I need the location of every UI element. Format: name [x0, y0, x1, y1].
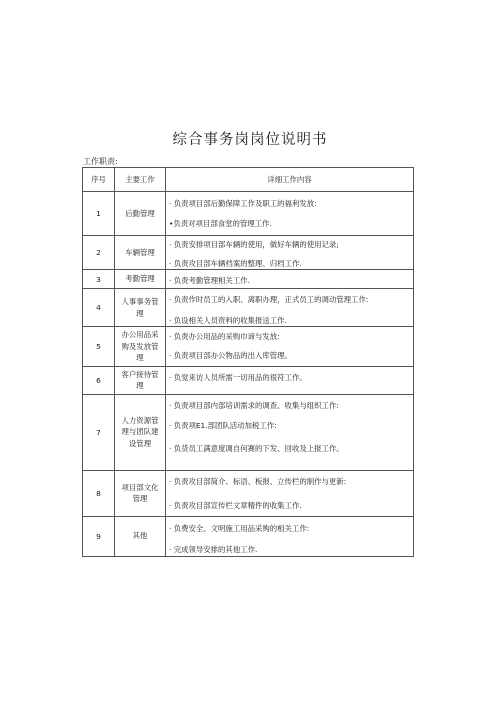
row-number: 6 [83, 366, 115, 394]
table-row [83, 236, 414, 270]
row-number: 2 [83, 236, 115, 270]
row-category: 人力资源管理与团队建设管理 [115, 394, 166, 470]
row-detail [166, 327, 414, 367]
row-category: 考勤管理 [115, 270, 166, 289]
row-category: 客户接待管理 [115, 366, 166, 394]
detail-item: · 负费安全、文明施工用品采购的相关工作: [169, 523, 310, 533]
table-row [83, 366, 414, 394]
row-detail [166, 394, 414, 470]
row-category: 车辆管理 [115, 236, 166, 270]
row-detail [166, 192, 414, 236]
header-detail: 详细工作内容 [166, 168, 414, 192]
detail-item: · 负责项E1.部团队活动加税工作: [169, 420, 277, 430]
detail-item: · 负责项目部后勤保障工作及职工的福利发放: [169, 199, 317, 208]
detail-item: · 负责考勤管理相关工作. [169, 276, 250, 285]
table-row [83, 289, 414, 327]
detail-item: •负责对项目部食堂的管理工作. [169, 219, 272, 228]
detail-item: · 负责攻目部宣传栏文章精件的收集工作. [169, 500, 302, 510]
row-category: 后勤管理 [115, 192, 166, 236]
detail-item: · 负责办公用品的采购巾谛与发放: [169, 332, 280, 341]
row-number: 8 [83, 470, 115, 516]
table-header-row [83, 168, 414, 192]
row-number: 4 [83, 289, 115, 327]
table-body [83, 192, 414, 557]
row-category: 人事事务管理 [115, 289, 166, 327]
row-category: 其他 [115, 516, 166, 556]
row-detail [166, 470, 414, 516]
row-detail [166, 289, 414, 327]
row-number: 3 [83, 270, 115, 289]
table-row [83, 470, 414, 516]
row-detail [166, 270, 414, 289]
table-row [83, 394, 414, 470]
detail-item: · 负责作时员工的入职、离职办理，正式员工的调动管理工作: [169, 295, 369, 304]
row-detail [166, 236, 414, 270]
row-number: 9 [83, 516, 115, 556]
detail-item: · 负觉来访人员所需一切用品的很符工作。 [169, 372, 307, 382]
table-row [83, 327, 414, 367]
detail-item: · 负设相关人员资料的收集报送工作. [169, 316, 287, 325]
detail-item: · 负责项目部内部培训需求的调查、收集与组织工作: [169, 400, 339, 410]
header-no: 序号 [83, 168, 115, 192]
row-number: 1 [83, 192, 115, 236]
detail-item: · 负责项目部办公物品的出入库管理。 [169, 351, 292, 360]
header-category: 主要工作 [115, 168, 166, 192]
row-number: 7 [83, 394, 115, 470]
section-label: 工作职责: [83, 157, 118, 166]
table-row [83, 192, 414, 236]
detail-item: · 负责攻目部车辆档案的整理、归档工作. [169, 259, 302, 268]
row-number: 5 [83, 327, 115, 367]
row-category: 项目部文化管理 [115, 470, 166, 516]
table-row [83, 516, 414, 556]
detail-item: · 负货员工满意度调自何赛的下发、回收及上报工作。 [169, 443, 344, 453]
duties-table [82, 167, 414, 557]
row-detail [166, 516, 414, 556]
table-row [83, 270, 414, 289]
detail-item: · 负责攻目部简介、标语、板报、立传栏的制作与更新: [169, 476, 347, 486]
detail-item: · 完成领导安排的其他工作. [169, 544, 258, 554]
page-title: 综合事务岗岗位说明书 [172, 132, 328, 148]
row-detail [166, 366, 414, 394]
detail-item: · 负责安排项目部车辆的使用，做好车辆的使用记录; [169, 240, 339, 249]
row-category: 办公用品采购及发放管理 [115, 327, 166, 367]
